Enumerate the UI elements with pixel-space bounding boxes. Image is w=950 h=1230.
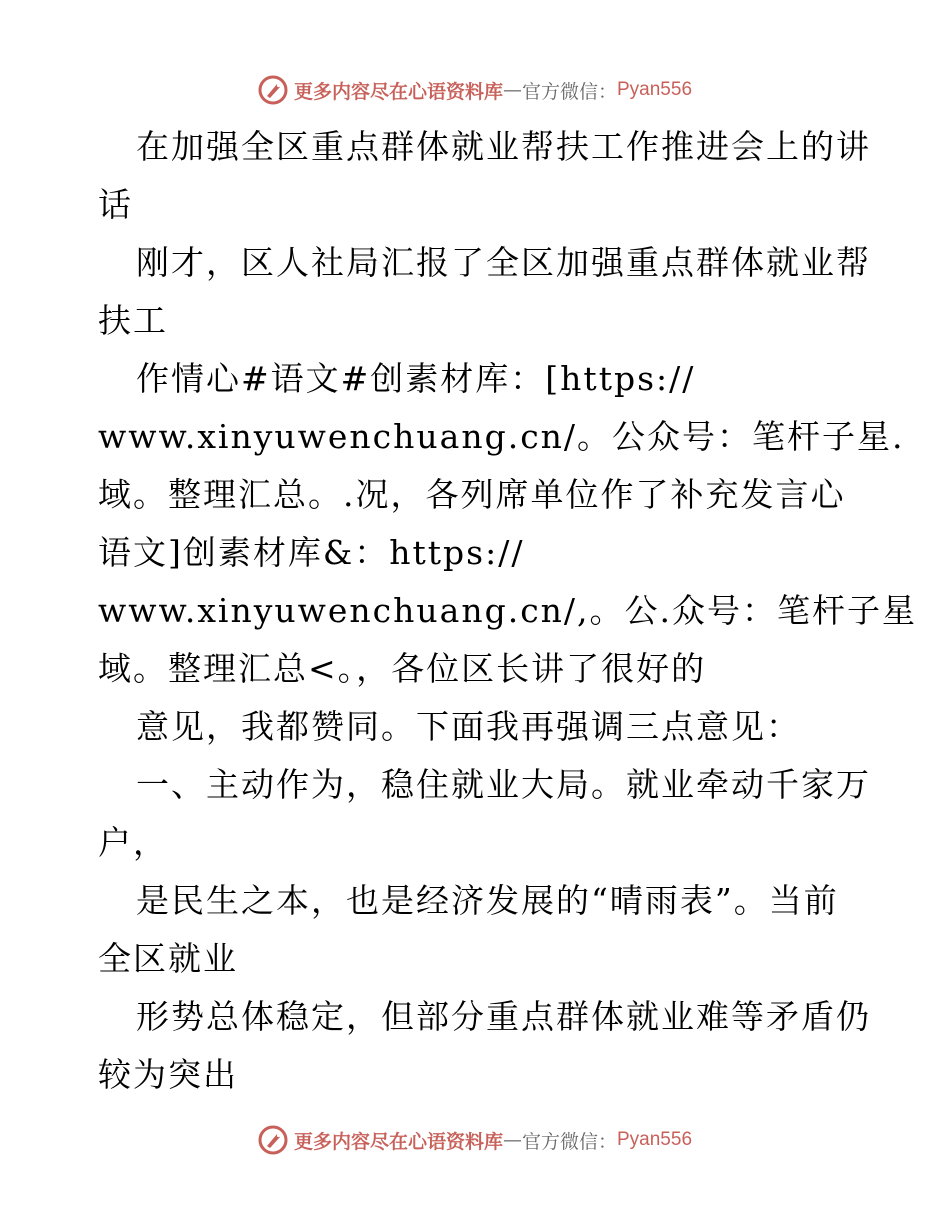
text-line: 域。整理汇总。.况，各列席单位作了补充发言心: [98, 475, 846, 514]
text-line: 刚才，区人社局汇报了全区加强重点群体就业帮: [136, 243, 871, 282]
text-line: 域。整理汇总<。，各位区长讲了很好的: [98, 649, 707, 688]
header-banner: [0, 70, 950, 110]
text-line: 话: [98, 185, 133, 224]
text-line: 意见，我都赞同。下面我再强调三点意见：: [136, 707, 801, 746]
banner-wechat-id: Pyan556: [617, 1129, 693, 1150]
banner-brand-text: 更多内容尽在心语资料库: [293, 1130, 503, 1153]
text-line: 一、主动作为，稳住就业大局。就业牵动千家万: [136, 765, 871, 804]
banner-official-label: 官方微信：: [521, 80, 617, 103]
pen-nib-logo-icon: [258, 1125, 288, 1155]
text-line: 扶工: [98, 301, 168, 340]
text-line: 形势总体稳定，但部分重点群体就业难等矛盾仍: [136, 997, 871, 1036]
text-line: 作情心#语文#创素材库：[https://: [136, 359, 696, 398]
document-body: [98, 118, 918, 1104]
pen-nib-logo-icon: [258, 75, 288, 105]
banner-separator: —: [502, 1129, 522, 1151]
text-line: 在加强全区重点群体就业帮扶工作推进会上的讲: [136, 127, 871, 166]
banner-brand-text: 更多内容尽在心语资料库: [293, 80, 503, 103]
text-line: 户，: [98, 823, 168, 862]
banner-official-label: 官方微信：: [521, 1130, 617, 1153]
text-line: www.xinyuwenchuang.cn/。公众号：笔杆子星.: [98, 417, 905, 456]
text-line: www.xinyuwenchuang.cn/,。公.众号：笔杆子星: [98, 591, 918, 630]
footer-banner: [0, 1120, 950, 1160]
text-line: 较为突出: [98, 1055, 238, 1094]
text-line: 语文]创素材库&：https://: [98, 533, 525, 572]
text-line: 是民生之本，也是经济发展的“晴雨表”。当前: [136, 881, 839, 920]
text-line: 全区就业: [98, 939, 238, 978]
banner-wechat-id: Pyan556: [617, 79, 693, 100]
banner-separator: —: [502, 79, 522, 101]
